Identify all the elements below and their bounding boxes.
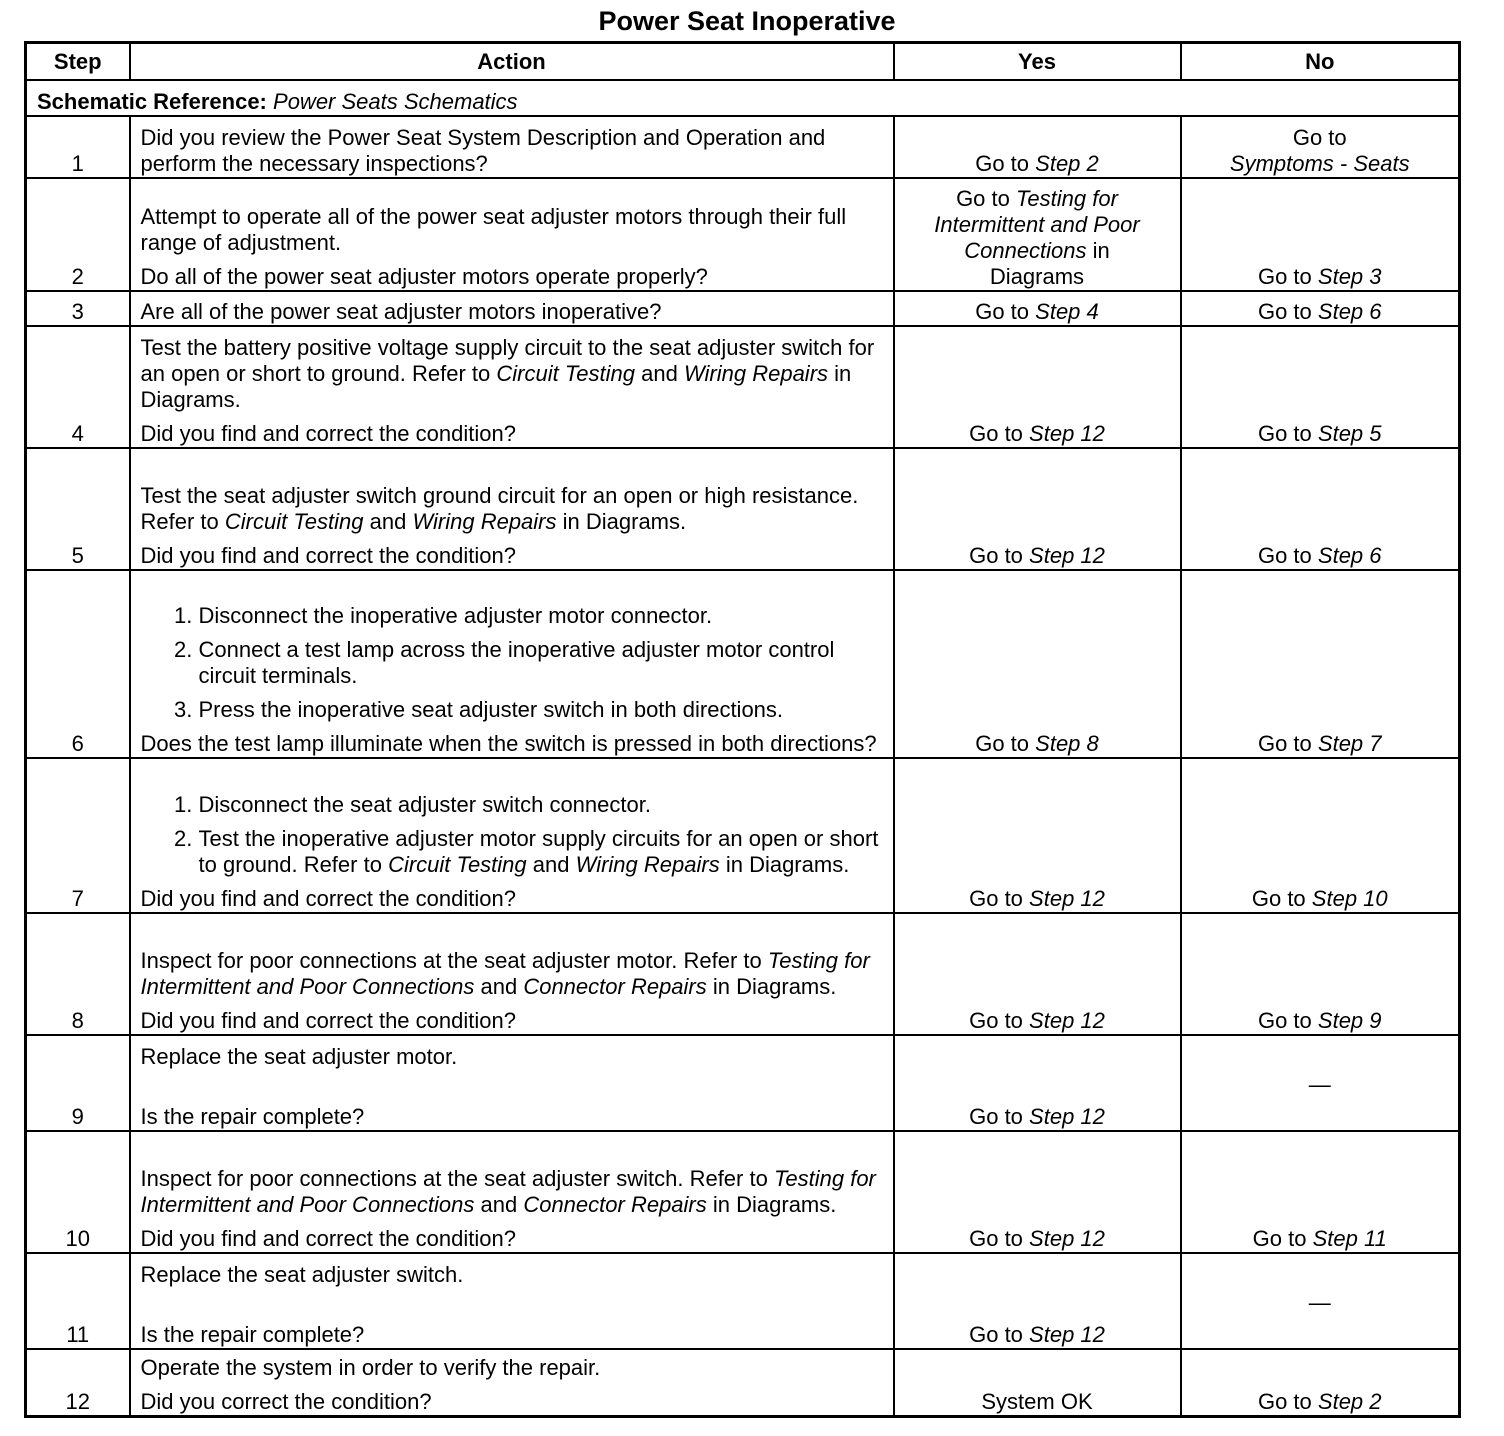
action-text: Inspect for poor connections at the seat adjuster switch. Refer to Testing for Intermittent and Poor Connections and Connector Repairs in Diagrams. (140, 1166, 876, 1217)
step-action (130, 1035, 894, 1131)
yes-cell (894, 326, 1181, 448)
testing-intermittent-link[interactable]: Testing for Intermittent and Poor Connections (140, 1166, 876, 1217)
go-to-label: Go to (969, 421, 1023, 446)
yes-link[interactable]: Step 2 (1035, 151, 1099, 176)
action-question: Is the repair complete? (140, 1104, 365, 1129)
go-to-label: Go to (1292, 125, 1347, 150)
list-item: 3. Press the inoperative seat adjuster switch in both directions. (199, 697, 883, 723)
table-row (26, 1253, 1460, 1349)
header-yes: Yes (894, 43, 1181, 81)
no-cell (1181, 1349, 1460, 1416)
yes-cell (894, 758, 1181, 913)
step-action (130, 570, 894, 758)
action-text: Replace the seat adjuster switch. (140, 1262, 464, 1287)
yes-link[interactable]: Step 12 (1029, 421, 1105, 446)
go-to-label: Go to (969, 1226, 1023, 1251)
action-question: Does the test lamp illuminate when the switch is pressed in both directions? (140, 731, 877, 756)
schematic-reference-label: Schematic Reference: (37, 89, 267, 114)
yes-cell (894, 1035, 1181, 1131)
yes-cell (894, 116, 1181, 178)
yes-link[interactable]: Step 12 (1029, 1226, 1105, 1251)
yes-link[interactable]: Step 12 (1029, 543, 1105, 568)
action-question: Did you find and correct the condition? (140, 421, 516, 446)
go-to-label: Go to (1257, 264, 1312, 289)
go-to-label: Go to (1252, 1226, 1307, 1251)
step-number: 5 (26, 448, 130, 570)
table-row (26, 570, 1460, 758)
go-to-label: Go to (969, 543, 1023, 568)
go-to-label: Go to (975, 299, 1030, 324)
step-action (130, 1253, 894, 1349)
step-action (130, 758, 894, 913)
action-question: Did you correct the condition? (140, 1388, 432, 1414)
no-cell (1181, 758, 1460, 913)
action-text: Replace the seat adjuster motor. (140, 1044, 458, 1069)
action-question: Did you find and correct the condition? (140, 1226, 516, 1251)
wiring-repairs-link[interactable]: Wiring Repairs (575, 852, 720, 877)
no-link[interactable]: Step 6 (1317, 299, 1382, 324)
table-row (26, 116, 1460, 178)
yes-cell (894, 1349, 1181, 1416)
no-cell (1181, 116, 1460, 178)
connector-repairs-link[interactable]: Connector Repairs (523, 974, 707, 999)
no-link[interactable]: Step 10 (1311, 886, 1388, 911)
no-cell (1181, 570, 1460, 758)
header-action: Action (130, 43, 894, 81)
go-to-label: Go to (1257, 299, 1312, 324)
go-to-label: Go to (969, 1008, 1023, 1033)
no-link[interactable]: Step 3 (1317, 264, 1382, 289)
go-to-label: Go to (969, 1322, 1023, 1347)
action-text: Attempt to operate all of the power seat adjuster motors through their full range of adjustment. (140, 204, 847, 255)
step-action (130, 116, 894, 178)
circuit-testing-link[interactable]: Circuit Testing (496, 361, 635, 386)
list-item: 1. Disconnect the seat adjuster switch connector. (199, 792, 883, 818)
schematic-reference-row (26, 80, 1460, 116)
step-action (130, 1349, 894, 1416)
action-list (141, 603, 883, 723)
header-no: No (1181, 43, 1460, 81)
no-link[interactable]: Step 7 (1317, 731, 1382, 756)
yes-link[interactable]: Testing for Intermittent and Poor Connections (934, 186, 1140, 263)
no-cell (1181, 1131, 1460, 1253)
go-to-label: Go to (969, 886, 1023, 911)
action-text: Inspect for poor connections at the seat adjuster motor. Refer to Testing for Intermittent and Poor Connections and Connector Repairs in Diagrams. (140, 948, 870, 999)
no-cell (1181, 326, 1460, 448)
schematic-reference (26, 80, 1460, 116)
no-cell (1181, 913, 1460, 1035)
no-link[interactable]: Symptoms - Seats (1229, 151, 1410, 176)
step-number: 11 (26, 1253, 130, 1349)
go-to-label: Go to (1257, 421, 1312, 446)
action-text: Did you review the Power Seat System Description and Operation and perform the necessary inspections? (140, 125, 826, 176)
header-step: Step (26, 43, 130, 81)
table-row (26, 1035, 1460, 1131)
action-text: Test the battery positive voltage supply circuit to the seat adjuster switch for an open or short to ground. Refer to Circuit Testing and Wiring Repairs in Diagrams. (140, 335, 875, 412)
action-text: Operate the system in order to verify the repair. (140, 1354, 601, 1380)
step-number: 8 (26, 913, 130, 1035)
yes-link[interactable]: Step 12 (1029, 1008, 1105, 1033)
table-row (26, 1131, 1460, 1253)
wiring-repairs-link[interactable]: Wiring Repairs (683, 361, 829, 386)
go-to-label: Go to (975, 731, 1030, 756)
no-cell (1181, 448, 1460, 570)
go-to-label: Go to (975, 151, 1030, 176)
yes-cell (894, 448, 1181, 570)
no-dash: — (1308, 1072, 1331, 1097)
step-number: 7 (26, 758, 130, 913)
step-action (130, 291, 894, 326)
yes-cell (894, 291, 1181, 326)
no-cell (1181, 178, 1460, 291)
step-number: 12 (26, 1349, 130, 1416)
step-action (130, 326, 894, 448)
yes-cell (894, 1131, 1181, 1253)
go-to-label: Go to (1257, 1388, 1312, 1414)
step-number: 4 (26, 326, 130, 448)
go-to-label: Go to (1251, 886, 1306, 911)
yes-link[interactable]: Step 12 (1029, 886, 1105, 911)
list-item: 2. Connect a test lamp across the inoperative adjuster motor control circuit terminals. (199, 637, 883, 689)
wiring-repairs-link[interactable]: Wiring Repairs (412, 509, 557, 534)
connector-repairs-link[interactable]: Connector Repairs (523, 1192, 707, 1217)
action-question: Did you find and correct the condition? (140, 886, 516, 911)
table-row (26, 448, 1460, 570)
step-action (130, 913, 894, 1035)
no-link[interactable]: Step 5 (1317, 421, 1382, 446)
yes-link[interactable]: Step 12 (1029, 1104, 1105, 1129)
diagrams-label: Diagrams (989, 264, 1085, 289)
table-row (26, 1349, 1460, 1416)
yes-cell (894, 913, 1181, 1035)
step-number: 3 (26, 291, 130, 326)
step-number: 6 (26, 570, 130, 758)
step-action (130, 178, 894, 291)
no-link[interactable]: Step 6 (1317, 543, 1382, 568)
list-item: 2. Test the inoperative adjuster motor supply circuits for an open or short to ground. Refer to Circuit Testing and Wiring Repairs in Diagrams. (199, 826, 883, 878)
action-list (141, 792, 883, 878)
list-item: 1. Disconnect the inoperative adjuster motor connector. (199, 603, 883, 629)
action-question: Did you find and correct the condition? (140, 543, 516, 568)
no-link[interactable]: Step 9 (1317, 1008, 1382, 1033)
action-question: Do all of the power seat adjuster motors operate properly? (140, 264, 708, 289)
go-to-label: Go to (969, 1104, 1023, 1129)
no-link[interactable]: Step 11 (1312, 1226, 1387, 1251)
table-row (26, 178, 1460, 291)
table-row (26, 913, 1460, 1035)
in-label: in (1092, 238, 1110, 263)
table-row (26, 291, 1460, 326)
action-question: Is the repair complete? (140, 1322, 365, 1347)
diagnostic-table (24, 41, 1461, 1418)
no-cell (1181, 1035, 1460, 1131)
step-number: 1 (26, 116, 130, 178)
go-to-label: Go to (1257, 1008, 1312, 1033)
no-link[interactable]: Step 2 (1317, 1388, 1382, 1414)
action-text: Are all of the power seat adjuster motors inoperative? (140, 299, 662, 324)
yes-cell (894, 1253, 1181, 1349)
action-text: Test the seat adjuster switch ground circuit for an open or high resistance. Refer to Circuit Testing and Wiring Repairs in Diagrams. (140, 483, 859, 534)
go-to-label: Go to (1257, 731, 1312, 756)
no-cell (1181, 1253, 1460, 1349)
step-action (130, 1131, 894, 1253)
no-dash: — (1308, 1290, 1331, 1315)
no-cell (1181, 291, 1460, 326)
testing-intermittent-link[interactable]: Testing for Intermittent and Poor Connections (140, 948, 870, 999)
yes-link[interactable]: Step 8 (1035, 731, 1099, 756)
step-number: 2 (26, 178, 130, 291)
page-title: Power Seat Inoperative (598, 6, 896, 36)
step-number: 10 (26, 1131, 130, 1253)
go-to-label: Go to (956, 186, 1010, 211)
yes-link[interactable]: Step 12 (1029, 1322, 1105, 1347)
circuit-testing-link[interactable]: Circuit Testing (388, 852, 527, 877)
action-question: Did you find and correct the condition? (140, 1008, 516, 1033)
circuit-testing-link[interactable]: Circuit Testing (224, 509, 364, 534)
yes-cell (894, 570, 1181, 758)
table-row (26, 758, 1460, 913)
table-row (26, 326, 1460, 448)
step-number: 9 (26, 1035, 130, 1131)
go-to-label: Go to (1257, 543, 1312, 568)
yes-link[interactable]: Step 4 (1035, 299, 1099, 324)
header-row (26, 43, 1460, 81)
yes-label: System OK (981, 1388, 1093, 1414)
step-action (130, 448, 894, 570)
schematic-reference-link[interactable]: Power Seats Schematics (273, 89, 518, 114)
yes-cell (894, 178, 1181, 291)
